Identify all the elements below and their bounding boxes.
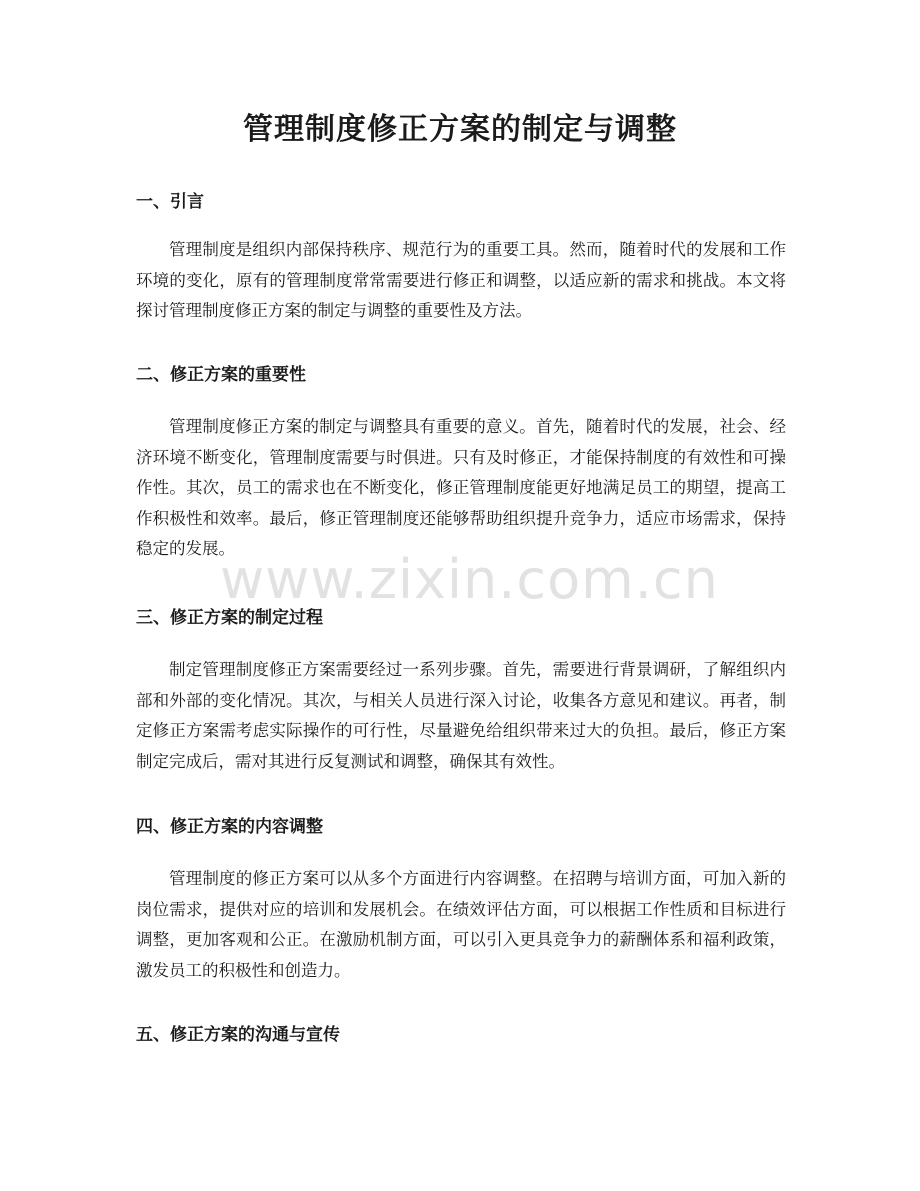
section-heading-content: 四、修正方案的内容调整	[136, 817, 323, 837]
page-title: 管理制度修正方案的制定与调整	[243, 112, 677, 147]
section-heading-importance: 二、修正方案的重要性	[136, 365, 306, 385]
watermark: www.zixin.com.cn	[220, 548, 719, 611]
section-heading-process: 三、修正方案的制定过程	[136, 608, 323, 628]
section-paragraph-intro: 管理制度是组织内部保持秩序、规范行为的重要工具。然而，随着时代的发展和工作环境的变化，原有的管理制度常常需要进行修正和调整，以适应新的需求和挑战。本文将探讨管理制度修正方案的制定与调整的重要性及方法。	[136, 240, 786, 320]
section-heading-intro: 一、引言	[136, 192, 204, 212]
section-paragraph-content: 管理制度的修正方案可以从多个方面进行内容调整。在招聘与培训方面，可加入新的岗位需求，提供对应的培训和发展机会。在绩效评估方面，可以根据工作性质和目标进行调整，更加客观和公正。在激励机制方面，可以引入更具竞争力的薪酬体系和福利政策，激发员工的积极性和创造力。	[136, 869, 786, 980]
section-paragraph-process: 制定管理制度修正方案需要经过一系列步骤。首先，需要进行背景调研，了解组织内部和外部的变化情况。其次，与相关人员进行深入讨论，收集各方意见和建议。再者，制定修正方案需考虑实际操作的可行性，尽量避免给组织带来过大的负担。最后，修正方案制定完成后，需对其进行反复测试和调整，确保其有效性。	[136, 660, 786, 771]
section-heading-communication: 五、修正方案的沟通与宣传	[136, 1025, 340, 1045]
section-paragraph-importance: 管理制度修正方案的制定与调整具有重要的意义。首先，随着时代的发展，社会、经济环境不断变化，管理制度需要与时俱进。只有及时修正，才能保持制度的有效性和可操作性。其次，员工的需求也在不断变化，修正管理制度能更好地满足员工的期望，提高工作积极性和效率。最后，修正管理制度还能够帮助组织提升竞争力，适应市场需求，保持稳定的发展。	[136, 417, 786, 558]
